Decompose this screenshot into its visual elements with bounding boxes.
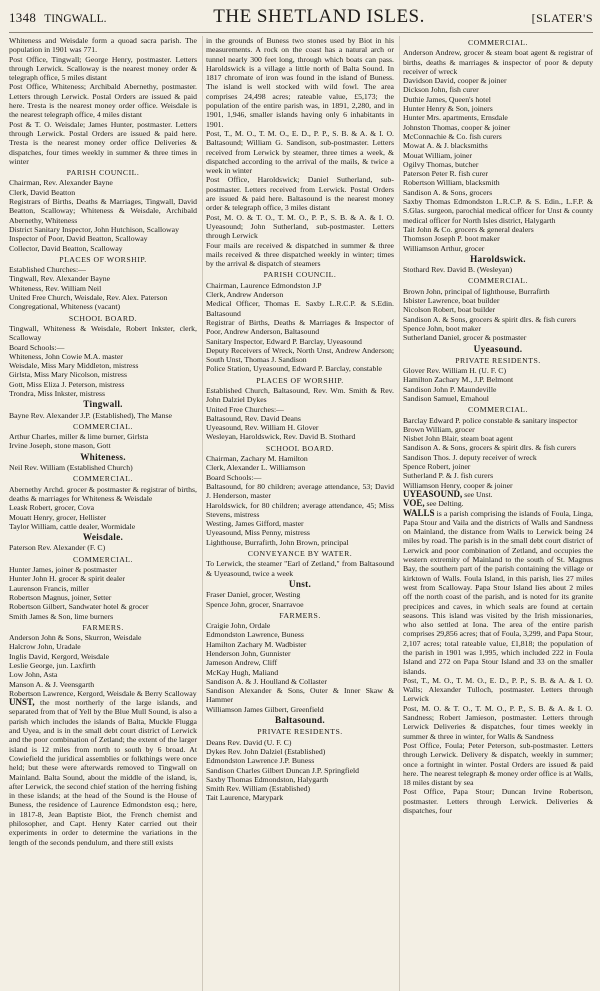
column-1 xyxy=(9,36,197,991)
directory-entry: Henderson John, Gunnister xyxy=(206,649,291,658)
directory-entry: Leask Robert, grocer, Cova xyxy=(9,503,95,513)
directory-entry: Isbister Lawrence, boat builder xyxy=(403,296,500,306)
directory-entry: Spence John, grocer, Snarravoe xyxy=(206,599,304,609)
directory-entry: Robertson William, blacksmith xyxy=(403,178,500,188)
directory-entry: Post, M. O. & T. O., T. M. O., P. P., S. B. & A. & I. O. Sandness; Robert Jamieson, postmaster. Letters through Lerwick Deliveries & dispatches, four times weekly in summer & three in winter, for Walls & Sandness xyxy=(403,703,593,741)
directory-entry: Whiteness and Weisdale form a quoad sacra parish. The population in 1901 was 771. xyxy=(9,36,197,55)
place-heading: Unst. xyxy=(288,578,312,589)
directory-entry: Low John, Asta xyxy=(9,670,58,680)
section-heading: FARMERS. xyxy=(82,622,124,632)
directory-entry: Weisdale, Miss Mary Middleton, mistress xyxy=(9,361,139,371)
directory-entry: Uyeasound, Rev. William H. Glover xyxy=(206,423,319,433)
directory-entry: Taylor William, cattle dealer, Wormidale xyxy=(9,521,136,531)
section-heading: PARISH COUNCIL. xyxy=(263,270,337,280)
directory-entry: Hunter John H. grocer & spirit dealer xyxy=(9,574,126,584)
directory-entry: Barclay Edward P. police constable & sanitary inspector xyxy=(403,415,578,425)
directory-entry: Manson A. & J. Veensgarth xyxy=(9,679,95,689)
directory-entry: Registrar of Births, Deaths & Marriages & Inspector of Poor, Andrew Anderson, Baltasound xyxy=(206,317,394,337)
directory-entry: Edmondston Lawrence, Buness xyxy=(206,630,304,640)
page-header xyxy=(9,6,593,33)
directory-entry: Dickson John, fish curer xyxy=(403,85,479,95)
directory-entry: Whiteness, John Cowie M.A. master xyxy=(9,351,123,361)
directory-entry: Smith Rev. William (Established) xyxy=(206,784,311,794)
section-heading: SCHOOL BOARD. xyxy=(68,313,138,323)
directory-entry: Anderson Andrew, grocer & steam boat agent & registrar of births, deaths & marriages & inspector of poor & deputy receiver of wreck xyxy=(403,48,593,76)
directory-entry: Medical Officer, Thomas E. Saxby L.R.C.P. & S.Edin. Baltasound xyxy=(206,299,394,318)
lead-text: see Delting. xyxy=(426,499,464,509)
lead-paragraph xyxy=(403,509,593,676)
directory-entry: Nisbet John Blair, steam boat agent xyxy=(403,434,513,444)
directory-entry: Post Office, Haroldswick; Daniel Sutherland, sub-postmaster. Letters received from Lerwick. Postal Orders are issued & paid here. Baltasound is the nearest money order & telegraph office, 3 miles distant xyxy=(206,175,394,213)
directory-entry: Laurenson Francis, miller xyxy=(9,583,89,593)
directory-entry: Post Office, Papa Stour; Duncan Irvine Robertson, postmaster. Letters through Lerwick. Deliveries & dispatches, four xyxy=(403,787,593,816)
directory-entry: Sutherland P. & J. fish curers xyxy=(403,471,494,481)
directory-entry: Glover Rev. William H. (U. F. C) xyxy=(403,366,507,376)
directory-entry: Robertson Lawrence, Kergord, Weisdale & Berry Scalloway xyxy=(9,688,197,698)
directory-entry: Hunter Henry & Son, joiners xyxy=(403,104,493,114)
section-heading: PLACES OF WORSHIP. xyxy=(59,254,147,264)
directory-entry: Post Office, Foula; Peter Peterson, sub-postmaster. Letters through Lerwick. Delivery & dispatch, weekly in summer; once a fortnight in winter. Postal Orders are issued & paid here. The nearest telegraph & money order office is at Walls, 18 miles distant by sea xyxy=(403,740,593,788)
directory-entry: Leslie George, jun. Laxfirth xyxy=(9,661,96,670)
directory-entry: Sandison A. & J. Houlland & Collaster xyxy=(206,676,327,686)
directory-entry: Craigie John, Ordale xyxy=(206,621,271,631)
directory-entry: Established Church, Baltasound, Rev. Wm. Smith & Rev. John Dalziel Dykes xyxy=(206,385,394,405)
directory-entry: Davidson David, cooper & joiner xyxy=(403,76,507,86)
place-heading: Tingwall. xyxy=(83,399,123,410)
directory-entry: Tait Laurence, Marypark xyxy=(206,793,284,803)
directory-entry: Fraser Daniel, grocer, Westing xyxy=(206,590,301,600)
directory-entry: Lighthouse, Burrafirth, John Brown, principal xyxy=(206,537,349,547)
directory-entry: Sutherland Daniel, grocer & postmaster xyxy=(403,333,527,343)
directory-entry: Wesleyan, Haroldswick, Rev. David B. Stothard xyxy=(206,432,356,442)
page-number: 1348 xyxy=(9,10,37,25)
directory-entry: Tingwall, Whiteness & Weisdale, Robert Inkster, clerk, Scalloway xyxy=(9,323,197,343)
directory-entry: Williamson Arthur, grocer xyxy=(403,243,485,253)
directory-entry: Hunter Mrs. apartments, Ernsdale xyxy=(403,113,508,123)
section-heading: COMMERCIAL. xyxy=(73,554,133,564)
directory-entry: Board Schools:— xyxy=(9,342,65,352)
section-heading: COMMERCIAL. xyxy=(468,38,528,47)
directory-entry: Paterson Rev. Alexander (F. C) xyxy=(9,543,106,553)
directory-entry: Johnston Thomas, cooper & joiner xyxy=(403,122,511,132)
directory-entry: Bayne Rev. Alexander J.P. (Established), The Manse xyxy=(9,410,172,420)
place-heading: Baltasound. xyxy=(274,715,326,726)
directory-entry: Board Schools:— xyxy=(206,472,262,482)
directory-entry: Williamson Henry, cooper & joiner xyxy=(403,480,513,490)
place-heading: Weisdale. xyxy=(82,532,124,543)
directory-entry: Clerk, David Beatton xyxy=(9,187,76,197)
directory-entry: Chairman, Zachary M. Hamilton xyxy=(206,454,308,464)
directory-entry: Clerk, Andrew Anderson xyxy=(206,290,284,300)
directory-entry: Brown William, grocer xyxy=(403,424,475,434)
directory-entry: Trondra, Miss Inkster, mistress xyxy=(9,388,106,398)
directory-entry: McConnachie & Co. fish curers xyxy=(403,131,502,141)
directory-entry: Hunter James, joiner & postmaster xyxy=(9,565,117,575)
directory-entry: Nicolson Robert, boat builder xyxy=(403,305,496,315)
lead-word: UYEASOUND, xyxy=(403,488,463,499)
directory-entry: Sandison A. & Sons, grocers & spirit dlrs. & fish curers xyxy=(403,314,576,324)
directory-entry: Congregational, Whiteness (vacant) xyxy=(9,302,121,312)
directory-entry: Mouat William, joiner xyxy=(403,150,473,160)
directory-entry: Robertson Magnus, joiner, Setter xyxy=(9,592,112,602)
directory-entry: Neil Rev. William (Established Church) xyxy=(9,463,133,473)
directory-entry: Brown John, principal of lighthouse, Burrafirth xyxy=(403,286,550,296)
directory-entry: Saxby Thomas Edmondston L.R.C.P. & S. Edin., L.F.P. & S.Glas. surgeon, parochial medical officer for Unst & county medical officer for North Isles district, Halygarth xyxy=(403,197,593,225)
directory-entry: Gott, Miss Eliza J. Peterson, mistress xyxy=(9,379,125,389)
lead-text: the most northerly of the large islands, and separated from that of Yell by the Blue Mull Sound, is also a parish which includes the islands of Balta, Muckle Flugga and Uyea, and is in the small debt court district of Lerwick and the poor combination of Zetland; the extent of the larger island is 12 miles from north to south by 6 broad. At Cowiefield the juridical assemblies or folkthings were once held; but these were afterwards removed to Tingwall on Mainland. Balta Sound, about the middle of the island, is, after Lerwick, the second chief station of the herring fishing in these islands; at the head of the Sound is the House of Buness, the residence of Laurence Edmondston esq.; here, in 1817-8, Jean Baptiste Biot, the French chemist and philosopher, and Capt. Henry Kater carried out their experiments in order to determine the variations in the length of the seconds pendulum, and there still exists xyxy=(9,698,197,847)
directory-entry: Four mails are received & dispatched in summer & three mails received & three dispatched weekly in winter; times by the arrival & dispatch of steamers xyxy=(206,240,394,269)
directory-entry: Sandison A. & Sons, grocers & spirit dlrs. & fish curers xyxy=(403,443,576,453)
lead-paragraph xyxy=(403,490,593,499)
directory-entry: United Free Church, Weisdale, Rev. Alex. Paterson xyxy=(9,293,168,303)
directory-entry: Mouatt Henry, grocer, Hellister xyxy=(9,512,107,522)
directory-entry: Arthur Charles, miller & lime burner, Girlsta xyxy=(9,432,149,442)
directory-entry: Post Office, Whiteness; Archibald Abernethy, postmaster. Letters through Lerwick. Postal Orders are issued & paid here. Tresta is the nearest money order office. Weisdale is the nearest telegraph office, 4 miles distant xyxy=(9,82,197,120)
directory-entry: Tait John & Co. grocers & general dealers xyxy=(403,224,534,234)
lead-word: WALLS xyxy=(403,507,435,518)
section-heading: COMMERCIAL. xyxy=(73,474,133,484)
directory-entry: Sandison Alexander & Sons, Outer & Inner Skaw & Hammer xyxy=(206,686,394,705)
directory-entry: Hamilton Zachary M., J.P. Belmont xyxy=(403,375,514,385)
directory-entry: Irvine Joseph, stone mason, Gott xyxy=(9,441,111,451)
page-title: THE SHETLAND ISLES. xyxy=(213,6,425,27)
directory-entry: Spence Robert, joiner xyxy=(403,462,471,472)
directory-entry: Smith James & Son, lime burners xyxy=(9,611,114,621)
directory-entry: Stothard Rev. David B. (Wesleyan) xyxy=(403,265,513,275)
running-place: TINGWALL. xyxy=(44,13,107,25)
directory-entry: Sanitary Inspector, Edward P. Barclay, Uyeasound xyxy=(206,336,362,346)
directory-entry: Baltasound, for 80 children; average attendance, 53; David J. Henderson, master xyxy=(206,481,394,501)
directory-entry: Westing, James Gifford, master xyxy=(206,519,304,529)
directory-entry: Inglis David, Kergord, Weisdale xyxy=(9,651,110,661)
place-heading: Haroldswick. xyxy=(470,253,526,264)
directory-entry: Deans Rev. David (U. F. C) xyxy=(206,737,292,747)
directory-entry: Spence John, boot maker xyxy=(403,323,481,333)
directory-entry: Uyeasound, Miss Penny, mistress xyxy=(206,528,310,538)
lead-text: see Unst. xyxy=(464,489,493,499)
section-heading: COMMERCIAL. xyxy=(73,421,133,431)
directory-entry: To Lerwick, the steamer "Earl of Zetland," from Baltasound & Uyeasound, twice a week xyxy=(206,559,394,578)
directory-entry: Collector, David Beatton, Scalloway xyxy=(9,243,123,253)
directory-entry: Haroldswick, for 80 children; average attendance, 45; Miss Stevens, mistress xyxy=(206,500,394,519)
directory-entry: Paterson Peter R. fish curer xyxy=(403,169,489,179)
directory-entry: Sandison John P. Maundeville xyxy=(403,384,497,394)
lead-paragraph xyxy=(9,698,197,847)
directory-entry: Inspector of Poor, David Beatton, Scalloway xyxy=(9,234,148,244)
lead-text: is a parish comprising the islands of Foula, Linga, Papa Stour and Vaila and the districts of Walls and Sandness on Mainland, the distance from Walls to Lerwick being 24 miles by road. The parish is in the small debt court district of Lerwick and poor combination of Zetland, and occupies the western extremity of Mainland to the south of St. Magnus Bay, the southern part of the parish containing the village or kirktown of Walls. Foula Island, in this parish, lies 27 miles west from Scalloway. Papa Stour Island lies about 2 miles off the north coast of the parish, and is noted for its granite precipices and caves, in which seals are found at certain seasons. This island was visited by the Irish missionaries, who also settled at Iona. The area of the entire parish comprises 29,856 acres; that of Foula, 3,299, and Papa Stour, 2,107 acres; total rateable value, £1,818; the population of the parish in 1901 was 1,995, which included 222 in Foula Island and 272 on Papa Stour Island and 33 on the smaller islands. xyxy=(403,508,593,676)
section-heading: FARMERS. xyxy=(279,610,321,620)
directory-entry: Police Station, Uyeasound, Edward P. Barclay, constable xyxy=(206,364,382,374)
section-heading: PRIVATE RESIDENTS. xyxy=(257,727,343,737)
header-left xyxy=(9,9,106,27)
directory-entry: Registrars of Births, Deaths & Marriages, Tingwall, David Beatton, Scalloway; Whiteness & Weisdale, Archibald Abernethy, Whiteness xyxy=(9,197,197,225)
directory-entry: Girlsta, Miss Mary Nicolson, mistress xyxy=(9,370,127,380)
section-heading: PLACES OF WORSHIP. xyxy=(256,375,344,385)
section-heading: CONVEYANCE BY WATER. xyxy=(247,549,353,559)
section-heading: SCHOOL BOARD. xyxy=(265,443,335,453)
directory-entry: Mowat A. & J. blacksmiths xyxy=(403,141,488,151)
directory-entry: Post, T., M. O., T. M. O., E. D., P. P., S. B. & A. & I. O. Walls; Alexander Tulloch, postmaster. Letters through Lerwick xyxy=(403,675,593,704)
directory-entry: Established Churches:— xyxy=(9,265,86,275)
directory-entry: Halcrow John, Uradale xyxy=(9,642,81,652)
directory-entry: Baltasound, Rev. David Deans xyxy=(206,413,301,423)
directory-entry: Sandison A. & Sons, grocers xyxy=(403,187,493,197)
text-columns xyxy=(9,36,593,991)
section-heading: COMMERCIAL. xyxy=(468,276,528,286)
directory-entry: Saxby Thomas Edmondston, Halygarth xyxy=(206,774,329,784)
column-2 xyxy=(202,36,394,991)
directory-entry: Deputy Receivers of Wreck, North Unst, Andrew Anderson; South Unst, Thomas J. Sandison xyxy=(206,345,394,365)
directory-entry: Post & T. O. Weisdale; James Hunter, postmaster. Letters through Lerwick. Postal Orders are issued & paid here. Tresta is the nearest money order office Deliveries & dispatches, four times weekly in summer & three times in winter xyxy=(9,119,197,166)
directory-entry: Anderson John & Sons, Skurron, Weisdale xyxy=(9,633,142,643)
directory-entry: Edmondston Lawrence J.P. Buness xyxy=(206,756,315,766)
directory-entry: Thomson Joseph P. boot maker xyxy=(403,234,500,244)
directory-entry: Abernethy Archd. grocer & postmaster & registrar of births, deaths & marriages for Whiteness & Weisdale xyxy=(9,484,197,503)
directory-entry: District Sanitary Inspector, John Hutchison, Scalloway xyxy=(9,224,179,234)
section-heading: PRIVATE RESIDENTS. xyxy=(455,355,541,365)
directory-entry: Sandison Charles Gilbert Duncan J.P. Springfield xyxy=(206,765,360,775)
directory-entry: United Free Churches:— xyxy=(206,404,284,414)
section-heading: PARISH COUNCIL. xyxy=(66,168,140,178)
place-heading: Uyeasound. xyxy=(473,343,523,354)
directory-entry: Post Office, Tingwall; George Henry, postmaster. Letters through Lerwick. Scalloway is the nearest money order & telegraph office, 5 miles distant xyxy=(9,54,197,83)
directory-entry: Whiteness, Rev. William Neil xyxy=(9,283,102,293)
directory-entry: Hamilton Zachary M. Wadbister xyxy=(206,639,307,649)
directory-entry: McKay Hugh, Maliand xyxy=(206,667,279,677)
directory-entry: Jameson Andrew, Cliff xyxy=(206,658,278,668)
directory-entry: Tingwall, Rev. Alexander Bayne xyxy=(9,274,111,284)
lead-word: UNST, xyxy=(9,697,35,708)
directory-entry: Robertson Gilbert, Sandwater hotel & grocer xyxy=(9,602,149,612)
directory-entry: Clerk, Alexander L. Williamson xyxy=(206,463,306,473)
directory-entry: Ogilvy Thomas, butcher xyxy=(403,159,479,169)
directory-entry: Chairman, Laurence Edmondston J.P xyxy=(206,280,322,290)
directory-entry: Sandison Samuel, Ernahoul xyxy=(403,393,489,403)
publisher-tag: [SLATER'S xyxy=(531,11,593,25)
directory-entry: Post, M. O. & T. O., T. M. O., P. P., S. B. & A. & I. O. Uyeasound; John Sutherland, sub-postmaster. Letters through Lerwick xyxy=(206,212,394,241)
place-heading: Whiteness. xyxy=(80,451,126,462)
directory-entry: Post, T., M. O., T. M. O., E. D., P. P., S. B. & A. & I. O. Baltasound; William G. Sandison, sub-postmaster. Letters received from Lerwick by steamer, three times a week, & dispatched according to the arrival of the mails, & twice a week in winter xyxy=(206,128,394,176)
directory-entry: Williamson James Gilbert, Greenfield xyxy=(206,704,324,714)
lead-word: VOE, xyxy=(403,498,425,509)
directory-entry: in the grounds of Buness two stones used by Biot in his measurements. A rock on the coast has a natural arch or tunnel nearly 300 feet long, through which boats can pass. Haroldswick is a village a little north of Balta Sound. In 1817 chromate of iron was found in the island of Buness. The island is well stocked with wild fowl. The area comprises 24,498 acres; rateable value, £5,173; the population of the entire parish was, in 1891, 2,280, and in 1901, 1,946, smaller islands having only 6 inhabitants in 1901. xyxy=(206,36,394,129)
directory-entry: Chairman, Rev. Alexander Bayne xyxy=(9,178,113,188)
section-heading: COMMERCIAL. xyxy=(468,405,528,415)
directory-entry: Sandison Thos. J. deputy receiver of wreck xyxy=(403,452,537,462)
directory-entry: Duthie James, Queen's hotel xyxy=(403,94,491,104)
column-3 xyxy=(399,36,593,991)
directory-entry: Dykes Rev. John Dalziel (Established) xyxy=(206,746,326,756)
